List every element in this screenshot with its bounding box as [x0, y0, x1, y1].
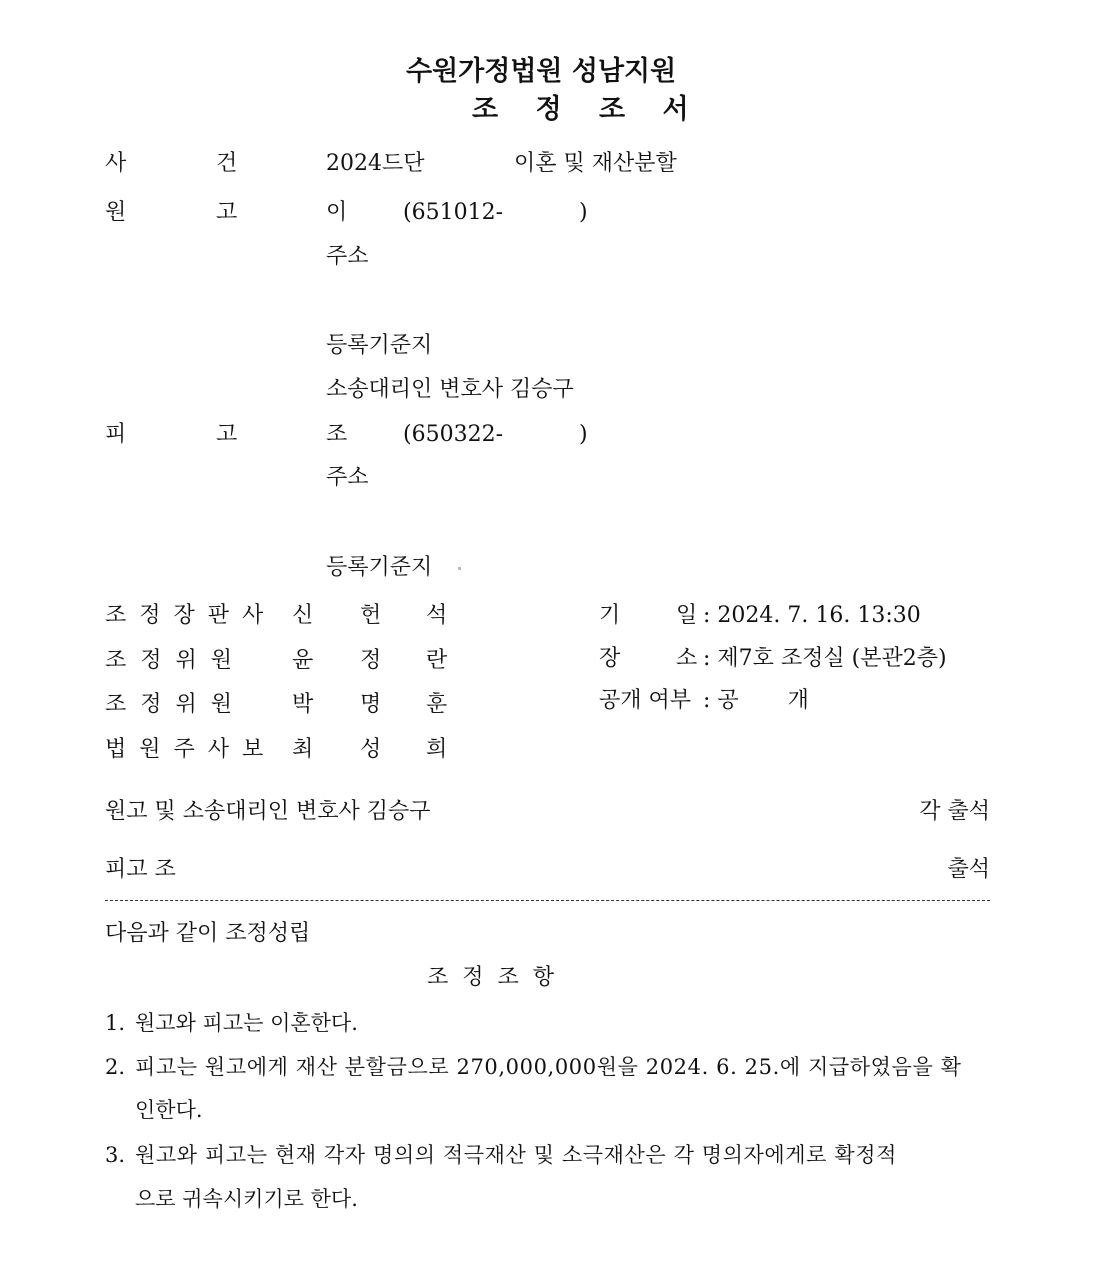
official-name-char: 명 [360, 692, 382, 717]
session-public-label: 공개 여부 [599, 688, 692, 713]
clause-text: 원고와 피고는 이혼한다. [135, 1011, 358, 1035]
clause-text: 원고와 피고는 현재 각자 명의의 적극재산 및 소극재산은 각 명의자에게로 확정적 [135, 1143, 897, 1167]
official-name-char: 희 [426, 737, 448, 762]
court-name: 수원가정법원 성남지원 [406, 56, 677, 87]
defendant-label-2: 고 [216, 422, 238, 447]
session-place-value: : 제7호 조정실 (본관2층) [703, 646, 947, 671]
defendant-registry-label: 등록기준지 [326, 555, 433, 580]
official-name-char: 훈 [426, 692, 448, 717]
official-name-char: 윤 [292, 648, 314, 673]
plaintiff-address-label: 주소 [326, 244, 369, 269]
official-name-char: 석 [426, 603, 448, 628]
official-role: 조 정 위 원 [105, 692, 232, 717]
plaintiff-label-1: 원 [105, 200, 127, 225]
official-role: 조 정 장 판 사 [105, 603, 267, 628]
scan-speck [458, 567, 461, 570]
attendance-party-2: 피고 조 [105, 857, 176, 882]
dashed-divider [105, 900, 990, 901]
session-place-label-1: 장 [599, 646, 621, 671]
official-name-char: 헌 [360, 603, 382, 628]
attendance-party-1: 원고 및 소송대리인 변호사 김승구 [105, 799, 431, 824]
plaintiff-id-close: ) [579, 200, 588, 225]
plaintiff-name: 이 [326, 200, 348, 225]
settlement-intro: 다음과 같이 조정성립 [105, 921, 311, 946]
plaintiff-registry-label: 등록기준지 [326, 333, 433, 358]
official-name-char: 란 [426, 648, 448, 673]
session-date-label-2: 일 [676, 603, 698, 628]
session-date-value: : 2024. 7. 16. 13:30 [703, 603, 921, 628]
defendant-label-1: 피 [105, 422, 127, 447]
defendant-id-close: ) [579, 422, 588, 447]
section-title: 조 정 조 항 [427, 965, 554, 990]
case-number: 2024드단 [326, 151, 425, 176]
official-name-char: 정 [360, 648, 382, 673]
case-label-2: 건 [216, 151, 238, 176]
official-name-char: 신 [292, 603, 314, 628]
clause-number: 3. [105, 1143, 126, 1167]
plaintiff-attorney: 소송대리인 변호사 김승구 [326, 377, 574, 402]
attendance-status-1: 각 출석 [919, 799, 990, 824]
official-name-char: 최 [292, 737, 314, 762]
plaintiff-label-2: 고 [216, 200, 238, 225]
session-public-value: : 공 개 [703, 688, 809, 713]
plaintiff-id: (651012- [403, 200, 503, 225]
official-role: 조 정 위 원 [105, 648, 232, 673]
official-role: 법 원 주 사 보 [105, 737, 267, 762]
defendant-name: 조 [326, 422, 348, 447]
case-name: 이혼 및 재산분할 [514, 151, 677, 176]
defendant-address-label: 주소 [326, 465, 369, 490]
official-name-char: 박 [292, 692, 314, 717]
document-title: 조 정 조 서 [472, 94, 703, 125]
official-name-char: 성 [360, 737, 382, 762]
clause-number: 1. [105, 1011, 126, 1035]
attendance-status-2: 출석 [947, 857, 990, 882]
clause-text-continued: 으로 귀속시키기로 한다. [135, 1187, 358, 1211]
case-label-1: 사 [105, 151, 127, 176]
session-date-label-1: 기 [599, 603, 621, 628]
clause-text: 피고는 원고에게 재산 분할금으로 270,000,000원을 2024. 6. 25.에 지급하였음을 확 [135, 1055, 962, 1079]
clause-text-continued: 인한다. [135, 1098, 203, 1122]
session-place-label-2: 소 [676, 646, 698, 671]
defendant-id: (650322- [403, 422, 503, 447]
clause-number: 2. [105, 1055, 126, 1079]
